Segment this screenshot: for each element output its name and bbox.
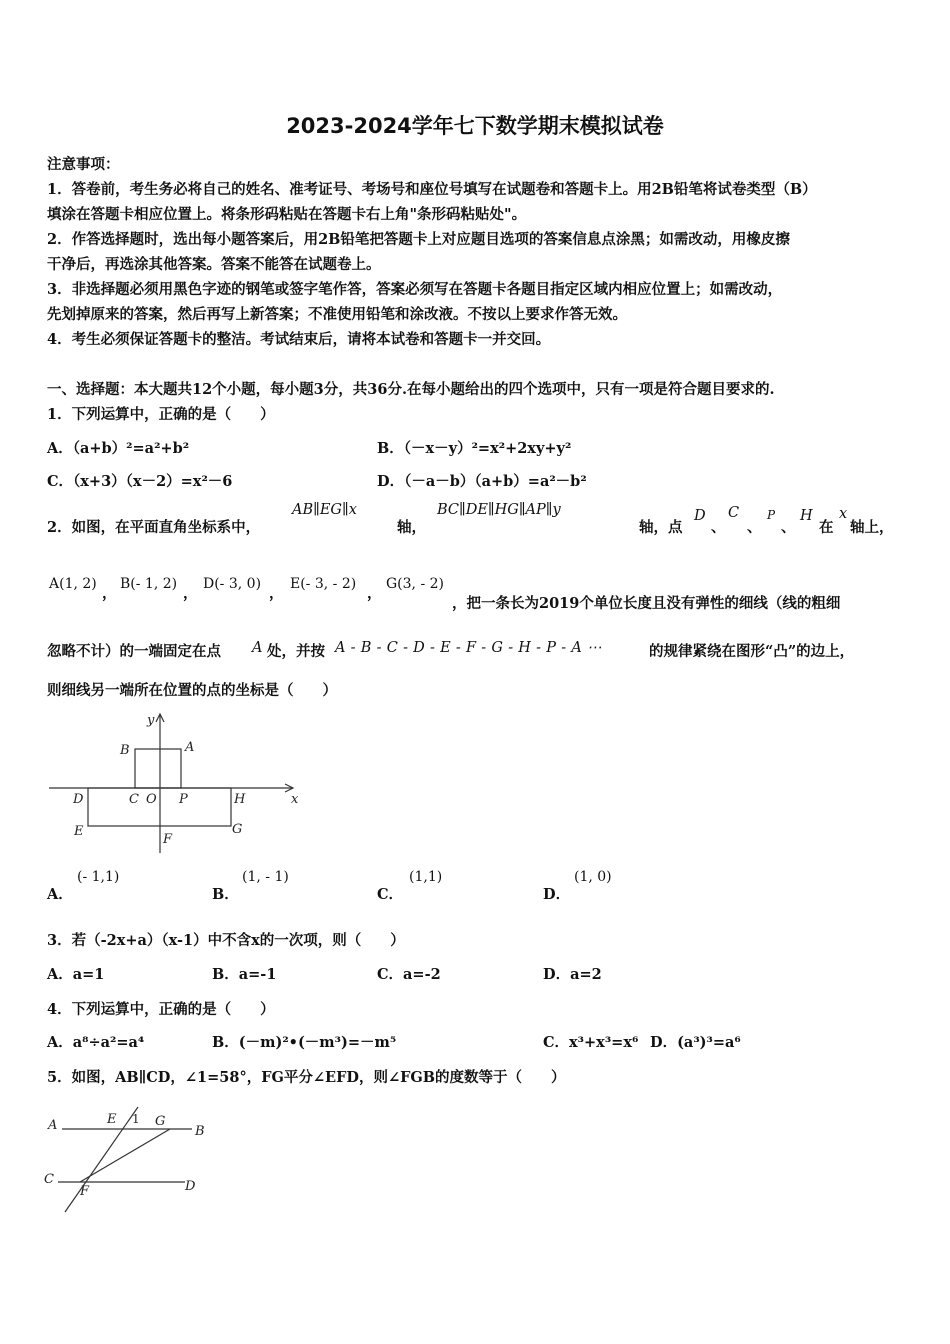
q1-option-b: B．（－x－y）²=x²+2xy+y² [377,440,572,457]
q2-coord-b: B(- 1, 2) [120,576,178,592]
q2-text-5: 轴上， [850,519,894,536]
q3-option-c: C．a=-2 [377,966,441,983]
label-d: D [185,1179,196,1194]
q2-line-1 [47,502,903,542]
notice-line-2a: 2．作答选择题时，选出每小题答案后，用2B铅笔把答题卡上对应题目选项的答案信息点涂黑；如需改动，用橡皮擦 [47,231,790,248]
q2-option-b-value: (1, - 1) [242,869,289,885]
q2-text-9: 的规律紧绕在图形“凸”的边上， [649,643,855,660]
page-title: 2023-2024学年七下数学期末模拟试卷 [286,114,664,138]
q2-text-3: 轴，点 [639,519,683,536]
label-x: x [291,792,299,807]
q2-option-b-label: B． [212,886,239,903]
label-e: E [74,824,84,839]
q2-text-7: 忽略不计）的一端固定在点 [47,643,221,660]
q2-text-8: 处，并按 [267,643,325,660]
q1-stem: 1．下列运算中，正确的是（ ） [47,406,275,423]
label-d: D [73,792,84,807]
q2-text-1: 2．如图，在平面直角坐标系中， [47,519,261,536]
label-angle-1: 1 [132,1112,140,1126]
section-heading: 一、选择题：本大题共12个小题，每小题3分，共36分.在每小题给出的四个选项中，只有一项是符合题目要求的. [47,381,775,398]
q2-figure [45,708,305,858]
q2-point-a: A [252,640,263,656]
upper-rectangle [135,749,181,788]
q2-sep-1: 、 [711,519,726,536]
q2-option-d-value: (1, 0) [574,869,612,885]
notice-heading: 注意事项： [47,156,120,173]
q4-option-c: C．x³+x³=x⁶ [543,1034,639,1051]
q2-sep-3: 、 [781,519,796,536]
transversal-ef [65,1107,138,1212]
bisector-fg [80,1129,170,1182]
notice-line-1b: 填涂在答题卡相应位置上。将条形码粘贴在答题卡右上角"条形码粘贴处"。 [47,206,527,223]
q5-figure [40,1105,220,1220]
q2-math-parallel-y: BC∥DE∥HG∥AP∥y [437,502,561,518]
q2-coord-e: E(- 3, - 2) [290,576,357,592]
label-o: O [146,792,157,807]
q2-option-d-label: D． [543,886,571,903]
q4-option-d: D．(a³)³=a⁶ [650,1034,741,1051]
q2-question: 则细线另一端所在位置的点的坐标是（ ） [47,682,337,699]
q2-axis-x: x [839,506,848,522]
q2-line-3 [47,640,907,662]
q2-comma-2: ， [183,585,198,602]
label-p: P [179,792,188,807]
q4-option-b: B．(－m)²•(－m³)=－m⁵ [212,1034,397,1051]
label-g: G [155,1114,166,1129]
q2-comma-1: ， [102,585,117,602]
notice-line-3b: 先划掉原来的答案，然后再写上新答案；不准使用铅笔和涂改液。不按以上要求作答无效。 [47,306,627,323]
label-g: G [232,822,243,837]
q4-option-a: A．a⁸÷a²=a⁴ [47,1034,145,1051]
q2-text-4: 在 [819,519,834,536]
q2-math-parallel-x: AB∥EG∥x [292,502,357,518]
q2-path-sequence: A - B - C - D - E - F - G - H - P - A ⋯ [335,640,602,656]
q2-option-c-label: C． [377,886,404,903]
label-c: C [44,1172,54,1187]
q2-point-h: H [800,508,813,524]
label-b: B [120,743,130,758]
q1-option-d: D．（－a－b）（a+b）=a²－b² [377,473,587,490]
notice-line-3a: 3．非选择题必须用黑色字迹的钢笔或签字笔作答，答案必须写在答题卡各题目指定区域内相应位置上；如需改动， [47,281,783,298]
label-a: A [185,740,195,755]
q2-point-d: D [694,508,706,524]
label-f: F [163,832,173,847]
q2-text-6: ，把一条长为2019个单位长度且没有弹性的细线（线的粗细 [452,595,841,612]
q2-line-2 [47,576,907,612]
q2-coord-d: D(- 3, 0) [203,576,262,592]
q2-option-a-value: (- 1,1) [77,869,120,885]
q3-option-b: B．a=-1 [212,966,277,983]
q2-point-p: P [767,508,776,522]
q2-point-c: C [728,505,740,521]
label-f: F [80,1184,90,1199]
label-h: H [234,792,246,807]
q2-coord-a: A(1, 2) [49,576,97,592]
q4-stem: 4．下列运算中，正确的是（ ） [47,1001,275,1018]
q2-coord-g: G(3, - 2) [386,576,445,592]
notice-line-2b: 干净后，再选涂其他答案。答案不能答在试题卷上。 [47,256,381,273]
q5-stem: 5．如图，AB∥CD，∠1=58°，FG平分∠EFD，则∠FGB的度数等于（ ） [47,1069,566,1086]
label-y: y [147,713,155,728]
q2-sep-2: 、 [747,519,762,536]
label-a: A [48,1118,58,1133]
q3-stem: 3．若（-2x+a）（x-1）中不含x的一次项，则（ ） [47,932,405,949]
q3-option-a: A．a=1 [47,966,105,983]
q1-option-a: A．（a+b）²=a²+b² [47,440,190,457]
notice-line-4: 4．考生必须保证答题卡的整洁。考试结束后，请将本试卷和答题卡一并交回。 [47,331,551,348]
label-e: E [107,1112,117,1127]
q2-option-c-value: (1,1) [409,869,443,885]
q1-option-c: C．（x+3）（x－2）=x²－6 [47,473,233,490]
q3-option-d: D．a=2 [543,966,602,983]
q2-comma-4: ， [367,585,382,602]
label-b: B [195,1124,205,1139]
q2-text-2: 轴， [397,519,426,536]
label-c: C [129,792,139,807]
notice-line-1a: 1．答卷前，考生务必将自己的姓名、准考证号、考场号和座位号填写在试题卷和答题卡上。用2B铅笔将试卷类型（B） [47,181,817,198]
q2-option-a-label: A． [47,886,73,903]
q2-comma-3: ， [269,585,284,602]
